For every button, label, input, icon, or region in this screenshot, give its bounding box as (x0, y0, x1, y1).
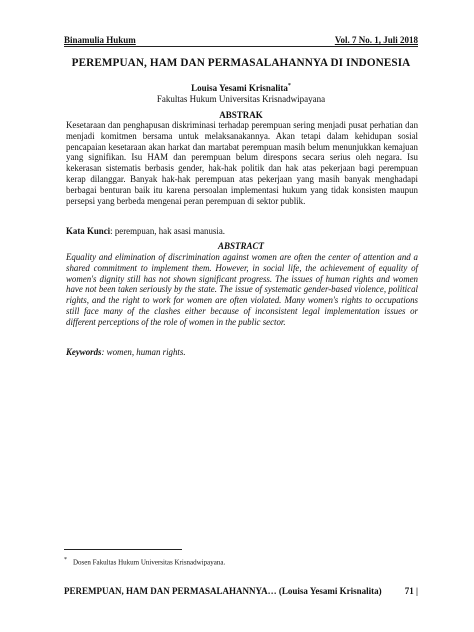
issue-info: Vol. 7 No. 1, Juli 2018 (334, 35, 418, 45)
paper-title: PEREMPUAN, HAM DAN PERMASALAHANNYA DI INDONESIA (71, 57, 411, 69)
author-line (64, 83, 418, 93)
author-affiliation: Fakultas Hukum Universitas Krisnadwipayana (156, 94, 326, 104)
abstract-heading: ABSTRACT (217, 241, 264, 251)
keywords-label: Keywords (66, 347, 102, 357)
page-number: 71 | (404, 586, 418, 596)
abstrak-heading: ABSTRAK (219, 110, 263, 120)
keywords (66, 347, 418, 357)
abstract-body: Equality and elimination of discrimination against women are often the center of attention and a shared commitment to implement them. However, in social life, the achievement of equality of women's dignity still has not shown significant progress. The issues of human rights and women have not been taken seriously by the state. The issue of systematic gender-based violence, political rights, and the right to work for women are often violated. Many women's rights to occupations still face many of the clashes either because of inconsistent legal implementation issues or different perceptions of the role of women in the public sector. (66, 252, 418, 327)
footnote-rule (64, 549, 182, 550)
footnote-marker: * (64, 557, 67, 563)
kata-kunci-values: : perempuan, hak asasi manusia. (110, 226, 225, 236)
footnote-text: Dosen Fakultas Hukum Universitas Krisnadwipayana. (73, 558, 226, 567)
header-rule (64, 46, 418, 47)
abstrak-body: Kesetaraan dan penghapusan diskriminasi terhadap perempuan sering menjadi pusat perhatian dan menjadi komitmen bersama untuk melaksanakannya. Akan tetapi dalam kehidupan sosial pencapaian kesetaraan akan harkat dan martabat perempuan masih belum menunjukkan kemajuan yang signifikan. Isu HAM dan perempuan belum direspons secara serius oleh negara. Isu kekerasan sistematis berbasis gender, hak-hak politik dan hak atas pekerjaan bagi perempuan kerap dilanggar. Banyak hak-hak perempuan atas pekerjaan yang masih banyak menghadapi berbagai benturan baik itu karena persoalan implementasi hukum yang tidak konsisten maupun persepsi yang berbeda mengenai peran perempuan di sektor publik. (66, 120, 418, 206)
journal-name: Binamulia Hukum (64, 35, 136, 45)
footnote (64, 557, 418, 566)
kata-kunci (66, 226, 418, 236)
kata-kunci-label: Kata Kunci (66, 226, 111, 236)
author-name: Louisa Yesami Krisnalita (191, 83, 288, 93)
keywords-values: : women, human rights. (101, 347, 186, 357)
author-marker: * (287, 83, 291, 89)
footer-running-title: PEREMPUAN, HAM DAN PERMASALAHANNYA… (Louisa Yesami Krisnalita) (64, 586, 382, 596)
